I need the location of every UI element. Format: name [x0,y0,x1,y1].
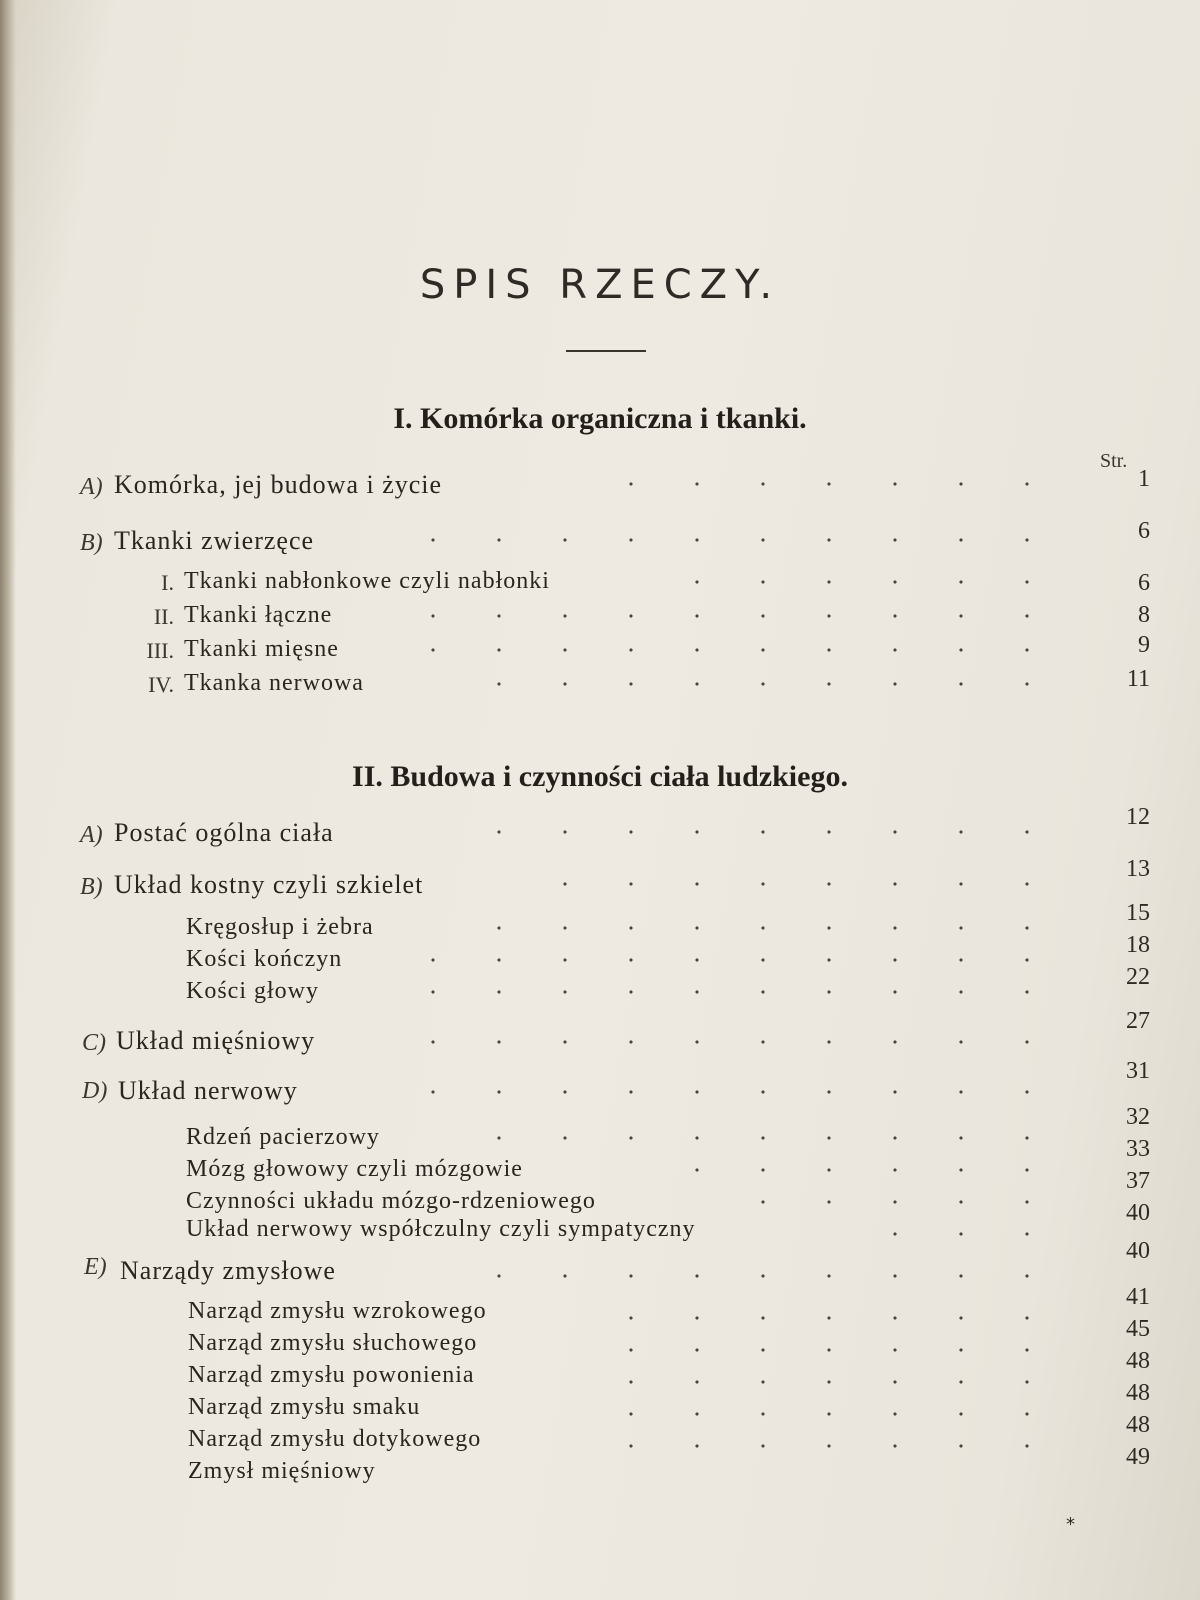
entry-roman-numeral: I. [161,570,174,595]
toc-entry [0,900,1200,948]
entry-label: Narząd zmysłu powonienia [188,1362,475,1388]
toc-entry [0,804,1200,852]
entry-page-number: 32 [1126,1104,1150,1130]
dot-leader [580,482,1060,486]
dot-leader [460,830,1060,834]
entry-label: Tkanki nabłonkowe czyli nabłonki [184,568,550,594]
entry-label: Układ nerwowy [118,1076,298,1105]
dot-leader [396,648,1060,652]
dot-leader [396,1090,1060,1094]
toc-entry [0,602,1200,636]
entry-page-number: 40 [1126,1200,1150,1226]
dot-leader [396,990,1060,994]
entry-label: Kości głowy [186,978,319,1004]
entry-letter: C) [82,1030,106,1056]
entry-label: Tkanka nerwowa [184,670,364,696]
page-title: SPIS RZECZY. [419,262,781,308]
entry-page-number: 18 [1126,932,1150,958]
toc-entry [0,856,1200,904]
dot-leader [860,1232,1060,1236]
toc-entry [0,518,1200,560]
toc-entry [0,1316,1200,1370]
dot-leader [460,1136,1060,1140]
toc-entry [0,1380,1200,1434]
entry-label: Tkanki zwierzęce [114,526,315,555]
entry-page-number: 15 [1126,900,1150,926]
entry-label: Tkanki mięsne [184,636,339,662]
entry-label: Narząd zmysłu smaku [188,1394,421,1420]
entry-label: Kręgosłup i żebra [186,914,374,940]
entry-letter: E) [84,1254,107,1280]
dot-leader [720,1200,1060,1204]
entry-label: Rdzeń pacierzowy [186,1124,380,1150]
dot-leader [590,1412,1060,1416]
entry-label: Komórka, jej budowa i życie [114,470,443,499]
toc-entry [0,632,1200,670]
entry-page-number: 48 [1126,1348,1150,1374]
page-column-label: Str. [1100,450,1128,472]
dot-leader [380,538,1060,542]
toc-entry [0,1284,1200,1338]
entry-page-number: 27 [1126,1008,1150,1034]
entry-label: Układ mięśniowy [116,1026,316,1055]
entry-label: Układ nerwowy współczulny czyli sympatyczny [186,1216,696,1242]
entry-letter: D) [82,1078,108,1104]
entry-roman-numeral: II. [153,604,174,629]
footer-mark: * [1066,1514,1075,1535]
entry-label: Postać ogólna ciała [114,818,334,847]
entry-page-number: 12 [1126,804,1150,830]
dot-leader [690,580,1060,584]
entry-page-number: 49 [1126,1444,1150,1470]
toc-entry [0,1058,1200,1112]
toc-entry [0,964,1200,1012]
dot-leader [590,1380,1060,1384]
entry-label: Zmysł mięśniowy [188,1458,376,1484]
entry-roman-numeral: III. [146,638,174,663]
dot-leader [396,958,1060,962]
entry-page-number: 45 [1126,1316,1150,1342]
entry-letter: B) [80,874,103,900]
entry-label: Narządy zmysłowe [120,1256,336,1285]
entry-page-number: 33 [1126,1136,1150,1162]
entry-label: Układ kostny czyli szkielet [114,870,424,899]
entry-label: Narząd zmysłu słuchowego [188,1330,478,1356]
entry-page-number: 48 [1126,1412,1150,1438]
section-heading-2: II. Budowa i czynności ciała ludzkiego. [352,760,848,793]
toc-entry [0,1238,1200,1296]
toc-entry [0,1348,1200,1402]
entry-label: Narząd zmysłu dotykowego [188,1426,482,1452]
entry-page-number: 22 [1126,964,1150,990]
toc-entry [0,932,1200,980]
entry-page-number: 11 [1126,666,1150,692]
dot-leader [660,1168,1060,1172]
entry-page-number: 13 [1126,856,1150,882]
toc-entry [0,1444,1200,1498]
toc-entry [0,1104,1200,1158]
entry-letter: B) [80,530,103,556]
entry-label: Tkanki łączne [184,602,333,628]
entry-page-number: 1 [1138,466,1150,492]
entry-label: Narząd zmysłu wzrokowego [188,1298,487,1324]
dot-leader [590,1316,1060,1320]
toc-entry [0,666,1200,704]
dot-leader [590,1444,1060,1448]
entry-letter: A) [80,822,103,848]
entry-page-number: 31 [1126,1058,1150,1084]
entry-roman-numeral: IV. [148,672,174,697]
dot-leader [396,614,1060,618]
entry-label: Kości kończyn [186,946,343,972]
dot-leader [460,1274,1060,1278]
entry-label: Mózg głowowy czyli mózgowie [186,1156,523,1182]
dot-leader [460,926,1060,930]
entry-page-number: 6 [1138,570,1150,596]
toc-entry [0,568,1200,602]
entry-page-number: 41 [1126,1284,1150,1310]
toc-entry [0,1008,1200,1062]
entry-label: Czynności układu mózgo-rdzeniowego [186,1188,596,1214]
title-divider [566,350,646,352]
toc-entry [0,466,1200,504]
entry-page-number: 6 [1138,518,1150,544]
entry-letter: A) [80,474,103,500]
section-heading-1: I. Komórka organiczna i tkanki. [393,402,807,435]
entry-page-number: 48 [1126,1380,1150,1406]
dot-leader [396,1040,1060,1044]
dot-leader [530,882,1060,886]
dot-leader [590,1348,1060,1352]
entry-page-number: 40 [1126,1238,1150,1264]
toc-entry [0,1412,1200,1466]
dot-leader [460,682,1060,686]
entry-page-number: 9 [1138,632,1150,658]
entry-page-number: 37 [1126,1168,1150,1194]
entry-page-number: 8 [1138,602,1150,628]
